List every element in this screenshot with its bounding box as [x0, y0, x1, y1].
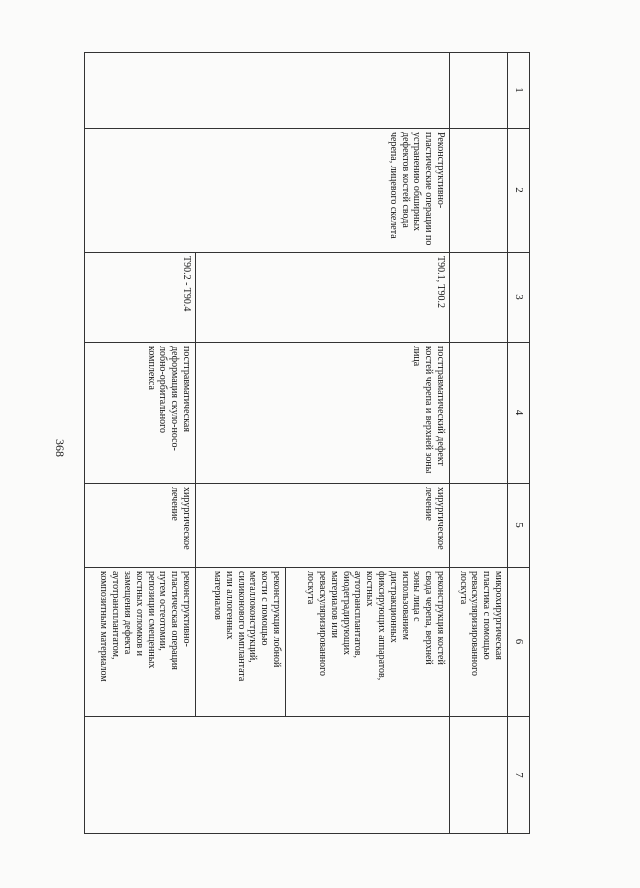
col-divider-4: [84, 483, 530, 484]
header-col-2: 2: [513, 187, 525, 193]
header-col-6: 6: [513, 638, 525, 645]
page-number: 368: [53, 439, 67, 457]
row-divider-1: [449, 52, 450, 834]
col-divider-1: [84, 128, 530, 129]
header-col-1: 1: [513, 87, 525, 93]
rotated-table: [84, 52, 530, 834]
col-divider-3: [84, 342, 530, 343]
row-divider-2: [195, 252, 196, 716]
row2-treatment: хирургическое лечение: [423, 487, 446, 550]
row3-code: T90.2 - T90.4: [181, 256, 192, 312]
col-divider-6: [84, 716, 530, 717]
row2-code: T90.1, T90.2: [435, 256, 446, 309]
header-col-3: 3: [513, 294, 525, 300]
row3-method: реконструктивно- пластическая операция путем остеотомии, репозиции смещенных костных отломков и замещения дефекта аутотрансплантатом, композитным материалом: [98, 571, 192, 682]
row2-name: Реконструктивно- пластические операции по устранению обширных дефектов костей свода черепа, лицевого скелета: [387, 132, 446, 246]
row2-model: посттравматический дефект костей черепа и верхней зоны лица: [411, 346, 446, 474]
row2-method-a: реконструкция костей свода черепа, верхней зоны лица с использованием дистракционных фиксирующих аппаратов, костных аутотрансплантатов, биодеградирующих материалов или реваскуляризированного лоскута: [305, 571, 446, 681]
row1-method: микрохирургическая пластика с помощью реваскуляризированного лоскута: [457, 571, 504, 677]
col-divider-2: [84, 252, 530, 253]
header-col-5: 5: [513, 522, 525, 528]
row2-method-b: реконструкция лобной кости с помощью металлоконструкций, силиконового имплантата или аллогенных материалов: [212, 571, 282, 682]
subrow-divider: [285, 567, 286, 716]
row3-treatment: хирургическое лечение: [169, 487, 192, 550]
header-col-4: 4: [513, 409, 525, 416]
col-divider-5: [84, 567, 530, 568]
row3-model: посттравматическая деформация скуло-носо- лобно-орбитального комплекса: [145, 346, 192, 451]
header-col-7: 7: [513, 772, 525, 778]
